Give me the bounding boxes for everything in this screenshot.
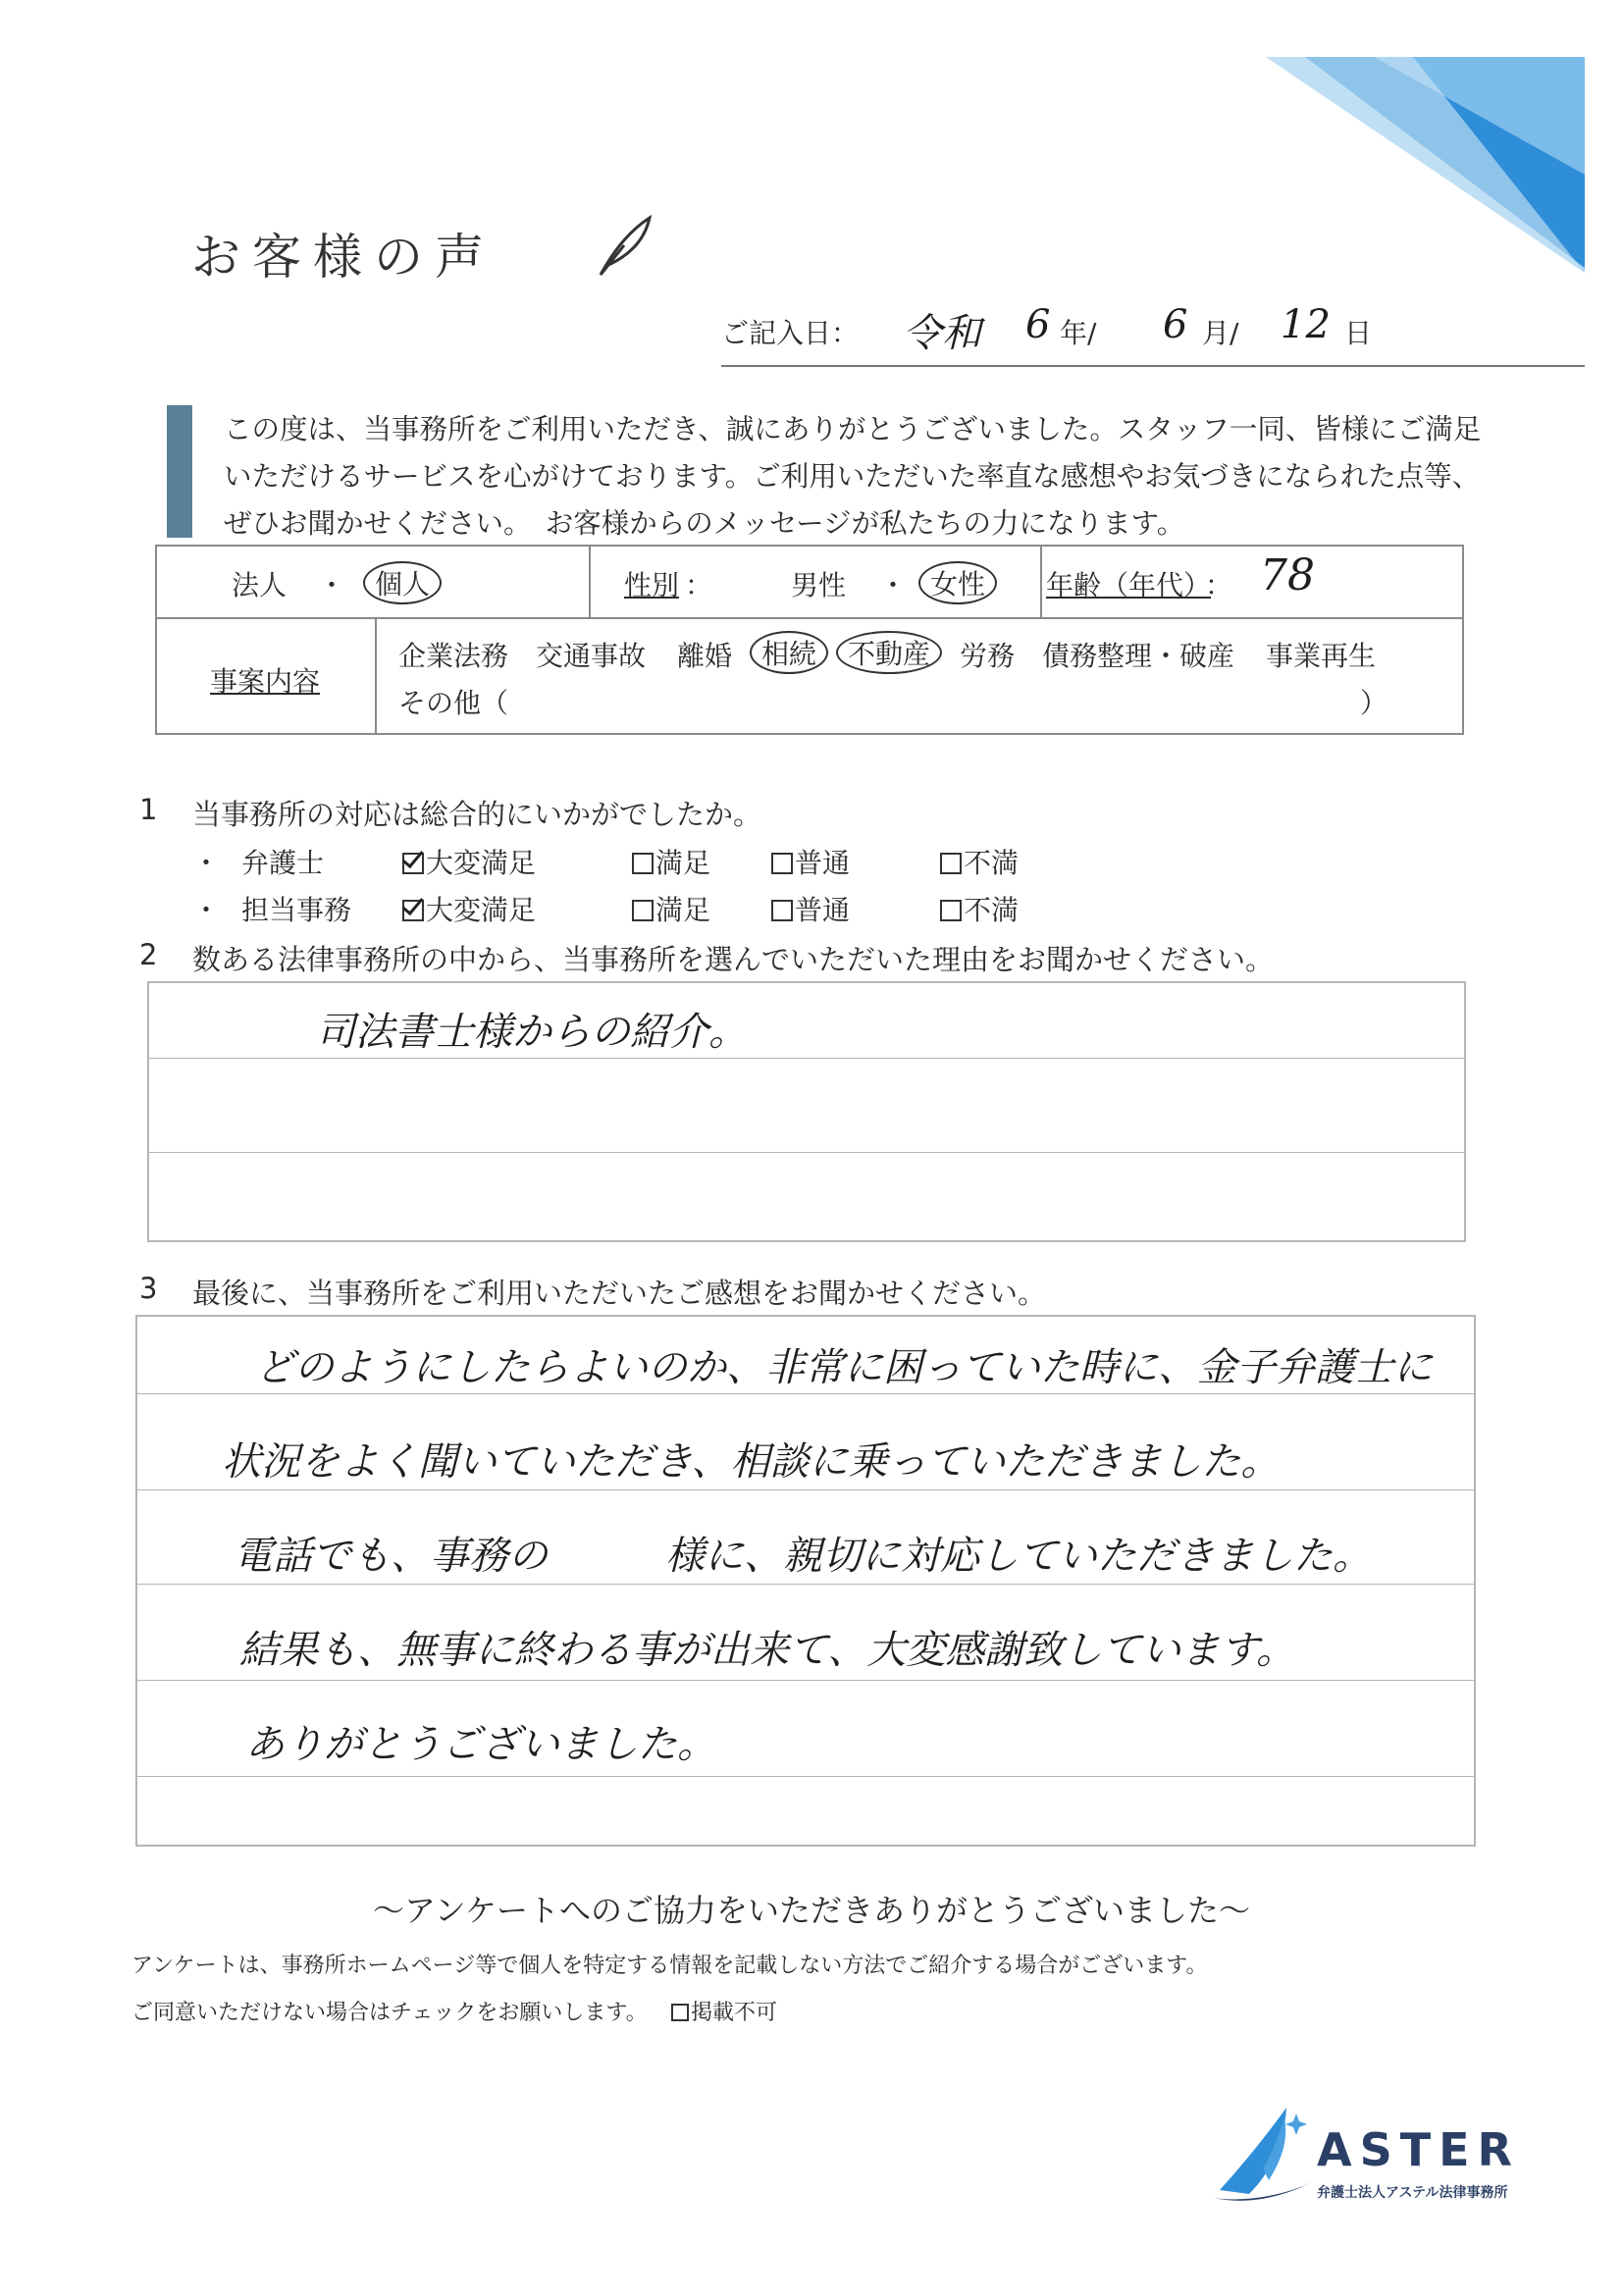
info-table: [155, 545, 1464, 735]
date-month: 6: [1163, 302, 1188, 347]
q1-lawyer-normal: 普通: [771, 842, 850, 881]
age-label: 年齢（年代）: [1046, 569, 1212, 601]
q3-answer-line: ありがとうございました。: [245, 1722, 716, 1767]
corp-option: 法人: [232, 569, 288, 601]
date-year-unit: 年/: [1060, 317, 1097, 349]
gender-label: 性別: [624, 569, 680, 601]
bullet: ・: [192, 847, 221, 879]
checkbox: [940, 853, 962, 874]
checkbox: [632, 900, 654, 921]
q3-answer-line: 結果も、無事に終わる事が出来て、大変感謝致しています。: [239, 1628, 1295, 1673]
separator-dot: ・: [879, 569, 908, 601]
date-day: 12: [1281, 302, 1331, 347]
footer-note: アンケートは、事務所ホームページ等で個人を特定する情報を記載しない方法でご紹介する場合がございます。: [131, 1954, 1208, 1978]
q1-row-lawyer-label: 弁護士: [241, 847, 325, 879]
date-row: [721, 302, 1585, 367]
date-month-unit: 月/: [1202, 317, 1239, 349]
checkbox: [632, 853, 654, 874]
case-label: 事案内容: [210, 665, 321, 698]
q2-number: 2: [139, 938, 158, 971]
feather-icon: [595, 214, 654, 279]
q3-answer-line: 状況をよく聞いていただき、相談に乗っていただきました。: [222, 1439, 1281, 1485]
age-colon: ：: [1205, 569, 1233, 601]
separator-dot: ・: [318, 569, 346, 601]
intro-accent-bar: [167, 405, 192, 538]
case-debt: 債務整理・破産: [1042, 640, 1235, 672]
case-traffic: 交通事故: [536, 640, 647, 672]
checkbox: [771, 853, 793, 874]
q1-row-staff-label: 担当事務: [241, 894, 352, 926]
intro-line: この度は、当事務所をご利用いただき、誠にありがとうございました。スタッフ一同、皆様にご満足: [224, 413, 1482, 445]
q1-staff-very-satisfied: 大変満足: [402, 889, 536, 928]
q3-number: 3: [139, 1272, 158, 1305]
q2-answer-box: [147, 981, 1466, 1242]
date-day-unit: 日: [1344, 317, 1373, 349]
case-divorce: 離婚: [677, 640, 733, 672]
checkbox-checked: [402, 900, 424, 921]
aster-logo-icon: [1210, 2100, 1318, 2208]
case-inheritance-selected: 相続: [750, 631, 828, 674]
gender-colon: ：: [685, 569, 713, 601]
footer-note: ご同意いただけない場合はチェックをお願いします。: [131, 2001, 648, 2025]
intro-line: ぜひお聞かせください。 お客様からのメッセージが私たちの力になります。: [224, 507, 1185, 540]
q1-staff-satisfied: 満足: [632, 889, 710, 928]
q1-staff-dissatisfied: 不満: [940, 889, 1019, 928]
q3-answer-box: [135, 1315, 1476, 1847]
checkbox: [671, 2004, 689, 2021]
q1-staff-normal: 普通: [771, 889, 850, 928]
q1-lawyer-very-satisfied: 大変満足: [402, 842, 536, 881]
bullet: ・: [192, 894, 221, 926]
q3-answer-line: 電話でも、事務の 様に、親切に対応していただきました。: [234, 1534, 1372, 1579]
page-title: お客様の声: [191, 229, 496, 286]
checkbox: [771, 900, 793, 921]
case-labor: 労務: [960, 640, 1016, 672]
thanks-message: ～アンケートへのご協力をいただきありがとうございました～: [372, 1892, 1251, 1929]
date-year: 6: [1025, 302, 1051, 347]
date-label: ご記入日：: [721, 317, 860, 349]
q2-question: 数ある法律事務所の中から、当事務所を選んでいただいた理由をお聞かせください。: [192, 943, 1275, 976]
case-other-close: ）: [1360, 687, 1388, 719]
female-option-selected: 女性: [918, 561, 997, 604]
date-era: 令和: [903, 311, 981, 356]
case-corporate: 企業法務: [398, 640, 509, 672]
male-option: 男性: [791, 569, 847, 601]
logo-name: ASTER: [1317, 2123, 1520, 2176]
checkbox: [940, 900, 962, 921]
corner-decoration: [1266, 57, 1585, 273]
q3-question: 最後に、当事務所をご利用いただいたご感想をお聞かせください。: [192, 1277, 1047, 1310]
case-business: 事業再生: [1266, 640, 1377, 672]
q1-number: 1: [139, 793, 158, 826]
individual-option-selected: 個人: [363, 561, 442, 604]
q1-lawyer-satisfied: 満足: [632, 842, 710, 881]
q3-answer-line: どのようにしたらよいのか、非常に困っていた時に、金子弁護士に: [255, 1345, 1433, 1390]
intro-line: いただけるサービスを心がけております。ご利用いただいた率直な感想やお気づきになられた点等、: [224, 460, 1481, 493]
case-other: その他（: [398, 687, 509, 719]
age-value: 78: [1260, 550, 1315, 600]
q1-lawyer-dissatisfied: 不満: [940, 842, 1019, 881]
checkbox-checked: [402, 853, 424, 874]
no-publish-option: 掲載不可: [671, 1996, 777, 2026]
q1-question: 当事務所の対応は総合的にいかがでしたか。: [192, 798, 762, 831]
logo-subtitle: 弁護士法人アステル法律事務所: [1317, 2185, 1508, 2201]
case-real-estate-selected: 不動産: [836, 631, 942, 674]
q2-answer-line: 司法書士様からの紹介。: [316, 1010, 748, 1055]
